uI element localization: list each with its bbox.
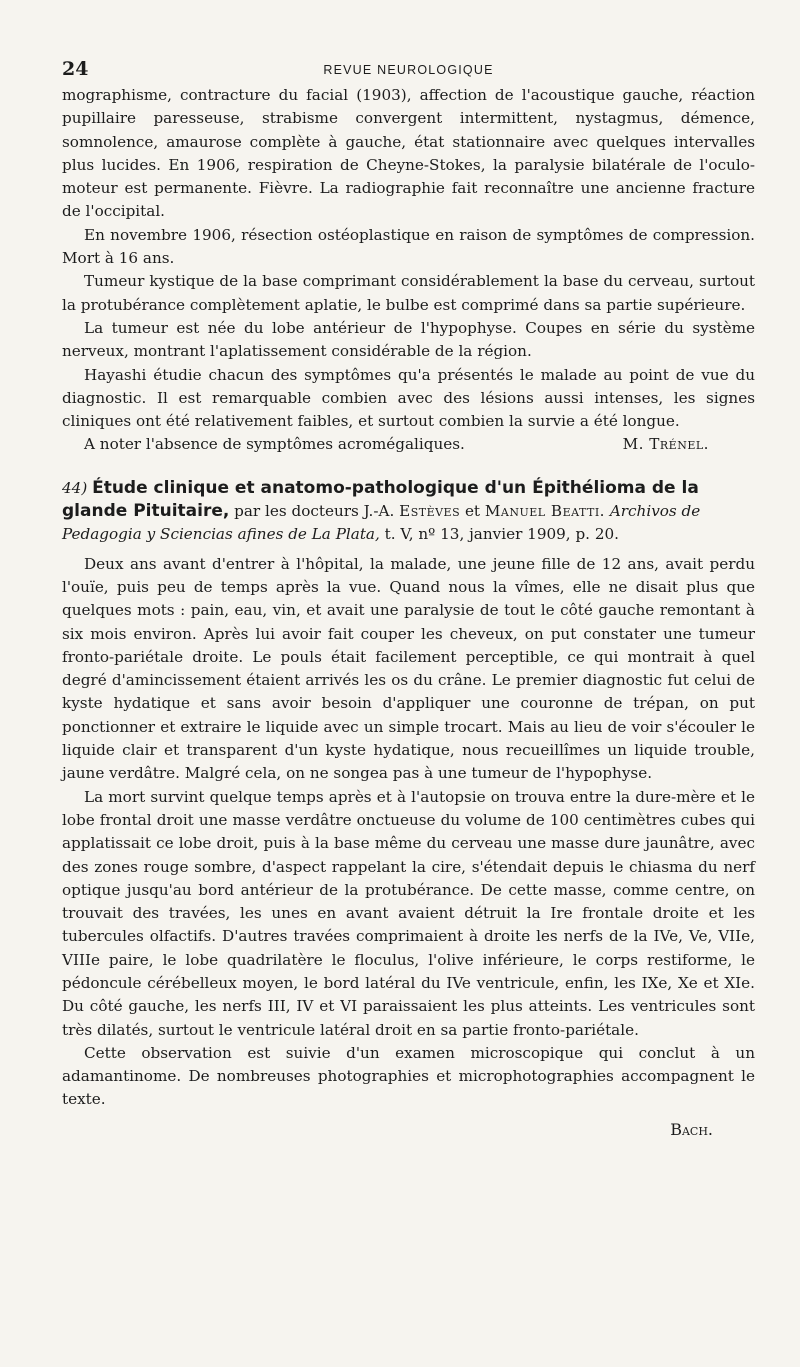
article-body [62, 553, 755, 1139]
paragraph: mographisme, contracture du facial (1903), affection de l'acoustique gauche, réaction pupillaire paresseuse, strabisme convergent intermittent, nystagmus, démence, somnolence, amaurose complète à gauche, état stationnaire avec quelques intervalles plus lucides. En 1906, respiration de Cheyne-Stokes, la paralysie bilatérale de l'oculo-moteur est permanente. Fièvre. La radiographie fait reconnaître une ancienne fracture de l'occipital. [62, 86, 755, 221]
review-trenel [62, 84, 755, 457]
author-esteves: Estèves [399, 502, 461, 521]
page-header [62, 54, 755, 84]
article-heading [62, 477, 755, 547]
author-signature: M. Trénel. [622, 435, 709, 454]
paragraph: Cette observation est suivie d'un examen microscopique qui conclut à un adamantinome. De nombreuses photographies et microphotographies accompagnent le texte. [62, 1043, 755, 1109]
author-signature: Bach. [670, 1119, 713, 1139]
article-number: 44) [62, 478, 88, 497]
conjunction: et [464, 502, 481, 521]
paragraph-text: A noter l'absence de symptômes acromégaliques. [84, 435, 465, 454]
paragraph: La tumeur est née du lobe antérieur de l'hypophyse. Coupes en série du système nerveux, montrant l'aplatissement considérable de la région. [62, 318, 755, 361]
citation: t. V, nº 13, janvier 1909, p. 20. [384, 525, 619, 544]
paragraph: Hayashi étudie chacun des symptômes qu'a présentés le malade au point de vue du diagnostic. Il est remarquable combien avec des lésions aussi intenses, les signes cliniques ont été relativement faibles, et surtout combien la survie a été longue. [62, 365, 755, 431]
paragraph: La mort survint quelque temps après et à l'autopsie on trouva entre la dure-mère et le lobe frontal droit une masse verdâtre onctueuse du volume de 100 centimètres cubes qui applatissait ce lobe droit, puis à la base même du cerveau une masse dure jaunâtre, avec des zones rouge sombre, d'aspect rappelant la cire, s'étendait depuis le chiasma du nerf optique jusqu'au bord antérieur de la protubérance. De cette masse, comme centre, on trouvait des travées, les unes en avant avaient détruit la Ire frontale droite et les tubercules olfactifs. D'autres travées comprimaient à droite les nerfs de la IVe, Ve, VIIe, VIIIe paire, le lobe quadrilatère le floculus, l'olive inférieure, le corps restiforme, le pédoncule cérébelleux moyen, le bord latéral du IVe ventricule, enfin, les IXe, Xe et XIe. Du côté gauche, les nerfs III, IV et VI paraissaient les plus atteints. Les ventricules sont très dilatés, surtout le ventricule latéral droit en sa partie fronto-pariétale. [62, 787, 755, 1039]
authors-prefix: par les docteurs J.-A. [234, 502, 395, 521]
paragraph: Deux ans avant d'entrer à l'hôpital, la malade, une jeune fille de 12 ans, avait perdu l'ouïe, puis peu de temps après la vue. Quand nous la vîmes, elle ne disait plus que quelques mots : pain, eau, vin, et avait une paralysie de tout le côté gauche remontant à six mois environ. Après lui avoir fait couper les cheveux, on put constater une tumeur fronto-pariétale droite. Le pouls était facilement perceptible, ce qui montrait à quel degré d'amincissement étaient arrivés les os du crâne. Le premier diagnostic fut celui de kyste hydatique et sans avoir besoin d'appliquer une couronne de trépan, on put ponctionner et extraire le liquide avec un simple trocart. Mais au lieu de voir s'écouler le liquide clair et transparent d'un kyste hydatique, nous recueillîmes un liquide trouble, jaune verdâtre. Malgré cela, on ne songea pas à une tumeur de l'hypophyse. [62, 554, 755, 783]
paragraph-with-signature [62, 433, 755, 456]
journal-name: Archivos de Pedagogia y Sciencias afines de La Plata, [62, 502, 701, 544]
paragraph: Tumeur kystique de la base comprimant considérablement la base du cerveau, surtout la protubérance complètement aplatie, le bulbe est comprimé dans sa partie supérieure. [62, 272, 755, 314]
article-title: Étude clinique et anatomo-pathologique d'un Épithélioma de la glande Pituitaire, [62, 477, 699, 522]
page [62, 54, 755, 1139]
author-beatti: Manuel Beatti. [484, 502, 605, 521]
paragraph: En novembre 1906, résection ostéoplastique en raison de symptômes de compression. Mort à 16 ans. [62, 225, 755, 268]
page-number: 24 [62, 58, 89, 80]
running-title: REVUE NEUROLOGIQUE [323, 63, 494, 77]
